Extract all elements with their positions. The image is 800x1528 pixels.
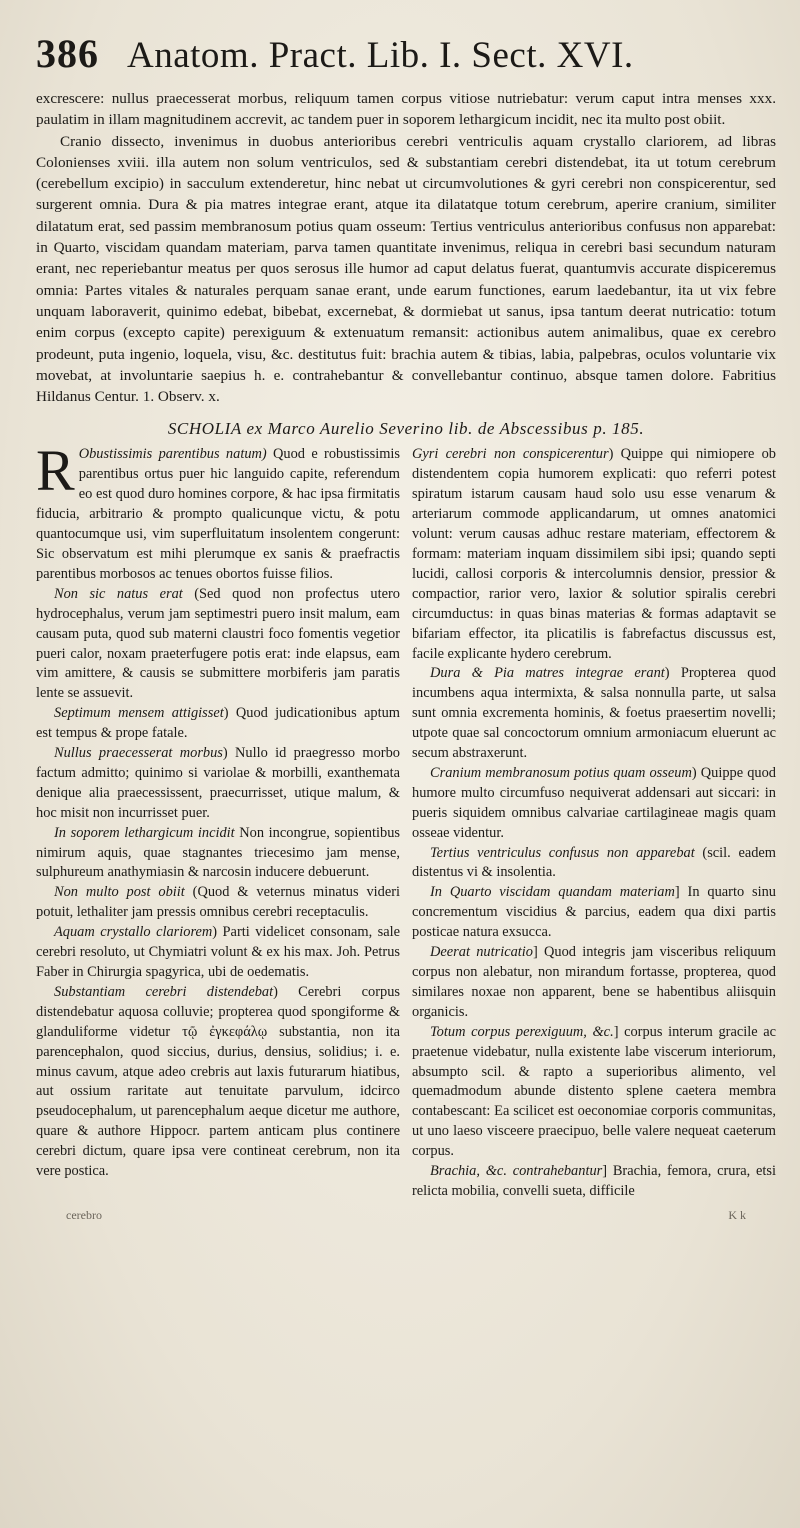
scholion-lemma: Gyri cerebri non conspicerentur (412, 446, 609, 463)
scholion-lemma: Nullus praecesserat morbus (54, 745, 223, 762)
scholion-text: ) Quod judicationibus aptum est tempus & prope fatale. (36, 705, 400, 742)
scholion-text: Non incongrue, sopientibus nimirum aquis, quae stagnantes triecesimo jam mense, sulphureum anathymiasin & narcosin inducere debuerunt. (36, 824, 400, 881)
scholion-text: ) Quippe qui nimiopere ob distendentem copia humorem explicati: quo referri potest spiratum istarum causam haud solo usu esse venarum & arteriarum commode applicandarum, ut omnes anatomici volunt: verum causas adhuc restare materiam, effectorem & formam: materiam inquam dissimilem sibi ipsi; quando septi lucidi, callosi corporis & intercolumnis densior, pressior & compactior, rarior vero, laxior & solutior spiralis cerebri circumductus: in quas binas materias & formas adaptavit se bifariam effector, ita plicatilis is fabrefactus discussus est, facile explicante hydero cerebrum. (412, 446, 776, 662)
scholion-text: ) Cerebri corpus distendebatur aquosa colluvie; propterea quod spongiforme & glanduliforme videtur τῷ ἐγκεφάλῳ substantia, non ita parencephalon, quod siccius, durius, densius, solidius; i. e. minus cavum, atque adeo crebris aut laxis futurarum hiatibus, aut ossium raritate aut tenuitate parvulum, idcirco pseudocephalum, ut parencephalum aeque dicetur me authore, quare & authore Hippocr. partem anticam plus continere cerebri dictum, quare ipsa vere contineat cerebrum, non ita vere postica. (36, 983, 400, 1180)
scholion-text: ] Quod integris jam visceribus reliquum corpus non alebatur, non mirandum fortasse, propterea, quod similares noxae non apparent, bene se habentibus aliisquin organicis. (412, 944, 776, 1020)
scholion-text: Quod e robustissimis parentibus ortus puer hic languido capite, referendum eo est quod duro homines corpore, & hac ipsa firmitatis fiducia, arbitrario & prompto qualicunque victu, & potu quantocumque usi, vim superfluitatum insolentem congerunt: Sic observatum est mihi plerumque ex sanis & praefractis parentibus morbosos ac tenues obortos fuisse filios. (36, 446, 401, 582)
running-head: Anatom. Pract. Lib. I. Sect. XVI. (127, 35, 634, 76)
commentary-columns (36, 438, 777, 1201)
scholion-lemma: Non multo post obiit (54, 884, 185, 901)
page-header (36, 30, 776, 82)
scholion-lemma: Obustissimis parentibus natum) (78, 446, 267, 463)
scholion-entry (36, 585, 400, 704)
scholion-entry (412, 844, 776, 884)
page-footer (36, 1208, 776, 1223)
scholion-entry (412, 764, 776, 844)
scholion-lemma: Non sic natus erat (54, 585, 183, 602)
drop-cap: R (36, 438, 75, 504)
scholion-text: ) Propterea quod incumbens aqua intermixta, & salsa nonnulla parte, ut salsa sunt omnia excrementa hominis, & foetus praesertim novelli; utpote quae sal concoctorum omnium armoniacum eluerunt ac secum abstraxerunt. (412, 665, 776, 762)
scholion-entry (36, 983, 400, 1182)
scholion-entry (412, 664, 776, 764)
scholion-entry (36, 883, 400, 923)
scholion-entry (36, 704, 400, 744)
scholion-entry (412, 445, 776, 664)
scholion-entry (412, 1162, 776, 1202)
scholion-lemma: Totum corpus perexiguum, &c. (430, 1023, 614, 1040)
scholion-lemma: Brachia, &c. contrahebantur (430, 1163, 603, 1180)
scholion-text: ) Nullo id praegresso morbo factum admitto; quinimo si variolae & morbilli, exanthemata denique alia praecessissent, praecurrisset, utique malum, & hoc misit non incurrisset puer. (36, 745, 400, 821)
scholion-lemma: Substantiam cerebri distendebat (54, 983, 274, 1000)
scholion-entry (412, 883, 776, 943)
scholion-entry (36, 923, 400, 983)
scholion-entry (36, 438, 401, 584)
scholion-text: ) Quippe quod humore multo circumfuso nequiverat addensari aut siccari: in pueris siquidem omnibus calvariae cartilagineae magis quam osseae videntur. (412, 764, 776, 841)
scholion-text: (Quod & veternus minatus videri potuit, lethaliter jam pressis omnibus cerebri receptaculis. (36, 884, 401, 921)
catchword: cerebro (66, 1207, 102, 1222)
case-paragraph-1: excrescere: nullus praecesserat morbus, reliquum tamen corpus vitiose nutriebatur: verum caput intra menses xxx. paulatim in illam magnitudinem accrevit, ac tandem puer in soporem lethargicum incidit, nec ita multo post obiit. (36, 90, 776, 129)
scholion-entry (412, 1023, 776, 1162)
scholion-text: ) Parti videlicet consonam, sale cerebri resoluto, ut Chymiatri volunt & ex his max. Joh. Petrus Faber in Chirurgia spagyrica, ubi de oedematis. (36, 924, 401, 981)
scholion-lemma: Septimum mensem attigisset (54, 705, 224, 722)
left-column (36, 438, 401, 1201)
scholion-entry (36, 744, 400, 824)
scholion-entry (36, 824, 400, 884)
signature-mark: K k (728, 1207, 746, 1222)
scholion-text: (Sed quod non profectus utero hydrocephalus, verum jam septimestri puero insit malum, eam causam puta, quod sub materni claustri foco fomentis vegetior pueri calor, noxam praeterfugere potis erat: inde elapsus, eam vim amittere, & causis se submittere morbiferis jam paratis lente se assuevit. (36, 585, 400, 702)
scholion-lemma: Deerat nutricatio (430, 944, 533, 961)
case-paragraph-2: Cranio dissecto, invenimus in duobus anterioribus cerebri ventriculis aquam crystallo clariorem, ad libras Colonienses xviii. illa autem non solum ventriculos, sed & substantiam cerebri distendebat, ita ut totum cerebrum (cerebellum excipio) in sacculum extenderetur, hinc nebat ut circumvolutiones & gyri cerebri non conspicerentur, sed surgerent omnia. Dura & pia matres integrae erant, atque ita dilatatque totum cerebrum, aperire cranium, similiter dilatatum erat, sed passim membranosum potius quam osseum: Tertius ventriculus anterioribus confusus non apparebat: in Quarto, viscidam quandam materiam, parva tamen quantitate invenimus, reliqua in cerebri basi secundum naturam erant, nec reperiebantur meatus per quos serosus ille humor ad caput delatus fuerat, quantumvis accurate dispiceremus omnia: Partes vitales & naturales perquam sanae erant, unde earum functiones, earum laedebantur, ita ut vix febre unquam laboraverit, quinimo edebat, bibebat, excernebat, & dormiebat ut sanus, ipsa tantum deerat nutricatio: totum enim corpus (excepto capite) perexiguum & extenuatum remansit: actionibus autem animalibus, quae ex cerebro prodeunt, puta ingenio, loquela, visu, &c. destitutus fuit: brachia autem & tibias, labia, palpebras, oculos voluntarie vix movebat, at involuntarie saepius h. e. contrahebantur & convellebantur continuo, absque tamen dolore. Fabritius Hildanus Centur. 1. Observ. x. (36, 132, 776, 406)
scholion-text: ] corpus interum gracile ac praetenue videbatur, nulla existente labe viscerum interiorum, absumpto scil. & rapto a superioribus alimento, vel quemadmodum abunde distento splene caetera membra contabescant: Ea scilicet est oeconomiae corporis communitas, ut uno laeso visceere praecipuo, belle valere nequeat caeterum corpus. (412, 1023, 777, 1160)
page-number: 386 (36, 31, 99, 76)
scholion-lemma: Dura & Pia matres integrae erant (430, 665, 665, 682)
scholion-lemma: In Quarto viscidam quandam materiam (430, 884, 675, 901)
scholia-heading: SCHOLIA ex Marco Aurelio Severino lib. de Abscessibus p. 185. (167, 419, 645, 439)
right-column (412, 445, 776, 1201)
scholion-lemma: Aquam crystallo clariorem (54, 924, 213, 941)
scholion-text: (scil. eadem distentus vi & insolentia. (412, 844, 777, 881)
scholion-text: ] In quarto sinu concrementum viscidius & parcius, eadem qua dixi partis posticae natura exsucca. (412, 884, 776, 941)
scholion-lemma: Tertius ventriculus confusus non apparebat (430, 844, 695, 861)
scholion-text: ] Brachia, femora, crura, etsi relicta mobilia, convelli sueta, difficile (412, 1163, 776, 1199)
case-report (36, 88, 776, 407)
scholion-lemma: In soporem lethargicum incidit (54, 824, 235, 841)
scholion-entry (412, 943, 776, 1023)
scholion-lemma: Cranium membranosum potius quam osseum (430, 764, 692, 781)
